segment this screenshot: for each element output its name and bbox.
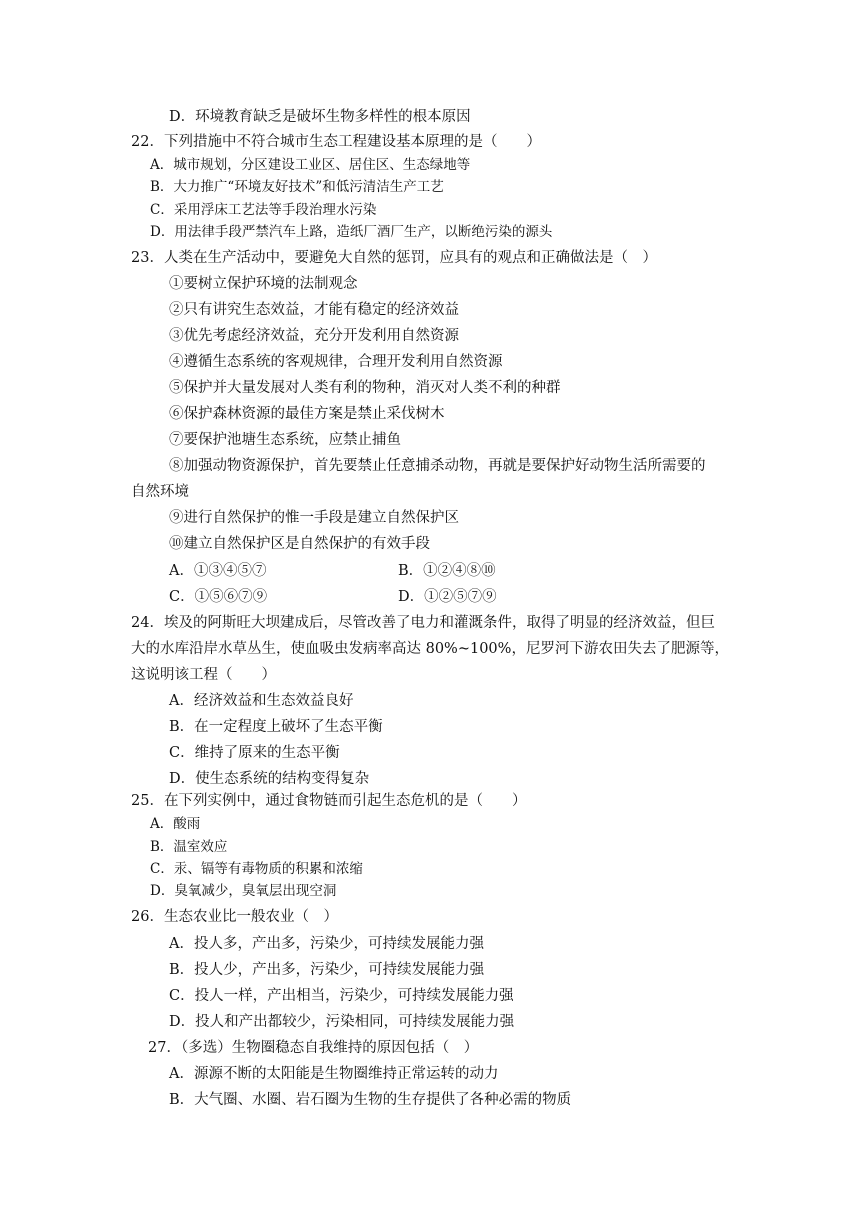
q23-item-7: ⑦要保护池塘生态系统，应禁止捕鱼 (169, 432, 401, 448)
q24-stem-line1: 24．埃及的阿斯旺大坝建成后，尽管改善了电力和灌溉条件，取得了明显的经济效益，但巨 (131, 615, 715, 631)
q23-item-5: ⑤保护并大量发展对人类有利的物种，消灭对人类不利的种群 (169, 380, 561, 396)
q23-item-8-cont: 自然环境 (131, 484, 189, 500)
q24-option-d: D．使生态系统的结构变得复杂 (169, 771, 370, 787)
q27-stem: 27．（多选）生物圈稳态自我维持的原因包括（ ） (148, 1040, 479, 1056)
q24-option-a: A．经济效益和生态效益良好 (169, 693, 354, 709)
q25-stem: 25．在下列实例中，通过食物链而引起生态危机的是（ ） (131, 793, 527, 809)
q25-option-c: C．汞、镉等有毒物质的积累和浓缩 (150, 861, 363, 877)
q23-option-b: B．①②④⑧⑩ (398, 563, 496, 579)
q26-option-b: B．投人少，产出多，污染少，可持续发展能力强 (169, 962, 485, 978)
q22-option-d: D．用法律手段严禁汽车上路，造纸厂酒厂生产，以断绝污染的源头 (150, 224, 553, 240)
q26-option-a: A．投人多，产出多，污染少，可持续发展能力强 (169, 936, 484, 952)
q25-option-b: B．温室效应 (150, 839, 228, 855)
q24-stem-line3: 这说明该工程（ ） (131, 667, 276, 683)
q22-option-a: A．城市规划，分区建设工业区、居住区、生态绿地等 (150, 157, 471, 173)
q23-item-2: ②只有讲究生态效益，才能有稳定的经济效益 (169, 302, 459, 318)
q23-item-6: ⑥保护森林资源的最佳方案是禁止采伐树木 (169, 406, 445, 422)
q23-option-d: D．①②⑤⑦⑨ (398, 589, 497, 605)
q22-option-b: B．大力推广“环境友好技术”和低污清洁生产工艺 (150, 179, 444, 195)
q23-item-10: ⑩建立自然保护区是自然保护的有效手段 (169, 536, 430, 552)
q24-option-b: B．在一定程度上破坏了生态平衡 (169, 719, 383, 735)
q23-item-9: ⑨进行自然保护的惟一手段是建立自然保护区 (169, 510, 459, 526)
q23-option-c: C．①⑤⑥⑦⑨ (169, 589, 268, 605)
q24-option-c: C．维持了原来的生态平衡 (169, 745, 340, 761)
q23-stem: 23．人类在生产活动中，要避免大自然的惩罚，应具有的观点和正确做法是（ ） (131, 250, 657, 266)
q25-option-d: D．臭氧减少，臭氧层出现空洞 (150, 883, 337, 899)
q27-option-a: A．源源不断的太阳能是生物圈维持正常运转的动力 (169, 1066, 499, 1082)
q22-option-c: C．采用浮床工艺法等手段治理水污染 (150, 202, 377, 218)
q22-stem: 22．下列措施中不符合城市生态工程建设基本原理的是（ ） (131, 134, 541, 150)
q23-item-3: ③优先考虑经济效益，充分开发利用自然资源 (169, 328, 459, 344)
q27-option-b: B．大气圈、水圈、岩石圈为生物的生存提供了各种必需的物质 (169, 1092, 572, 1108)
q23-item-8: ⑧加强动物资源保护，首先要禁止任意捕杀动物，再就是要保护好动物生活所需要的 (169, 458, 706, 474)
q23-item-4: ④遵循生态系统的客观规律，合理开发利用自然资源 (169, 354, 503, 370)
q21-option-d: D．环境教育缺乏是破坏生物多样性的根本原因 (169, 109, 471, 125)
q25-option-a: A．酸雨 (150, 816, 201, 832)
q23-option-a: A．①③④⑤⑦ (169, 563, 267, 579)
q23-item-1: ①要树立保护环境的法制观念 (169, 276, 358, 292)
q24-stem-line2: 大的水库沿岸水草丛生，使血吸虫发病率高达 80%~100%，尼罗河下游农田失去了肥源等， (131, 641, 729, 657)
q26-option-c: C．投人一样，产出相当，污染少，可持续发展能力强 (169, 988, 514, 1004)
q26-stem: 26．生态农业比一般农业（ ） (131, 909, 338, 925)
q26-option-d: D．投人和产出都较少，污染相同，可持续发展能力强 (169, 1014, 515, 1030)
